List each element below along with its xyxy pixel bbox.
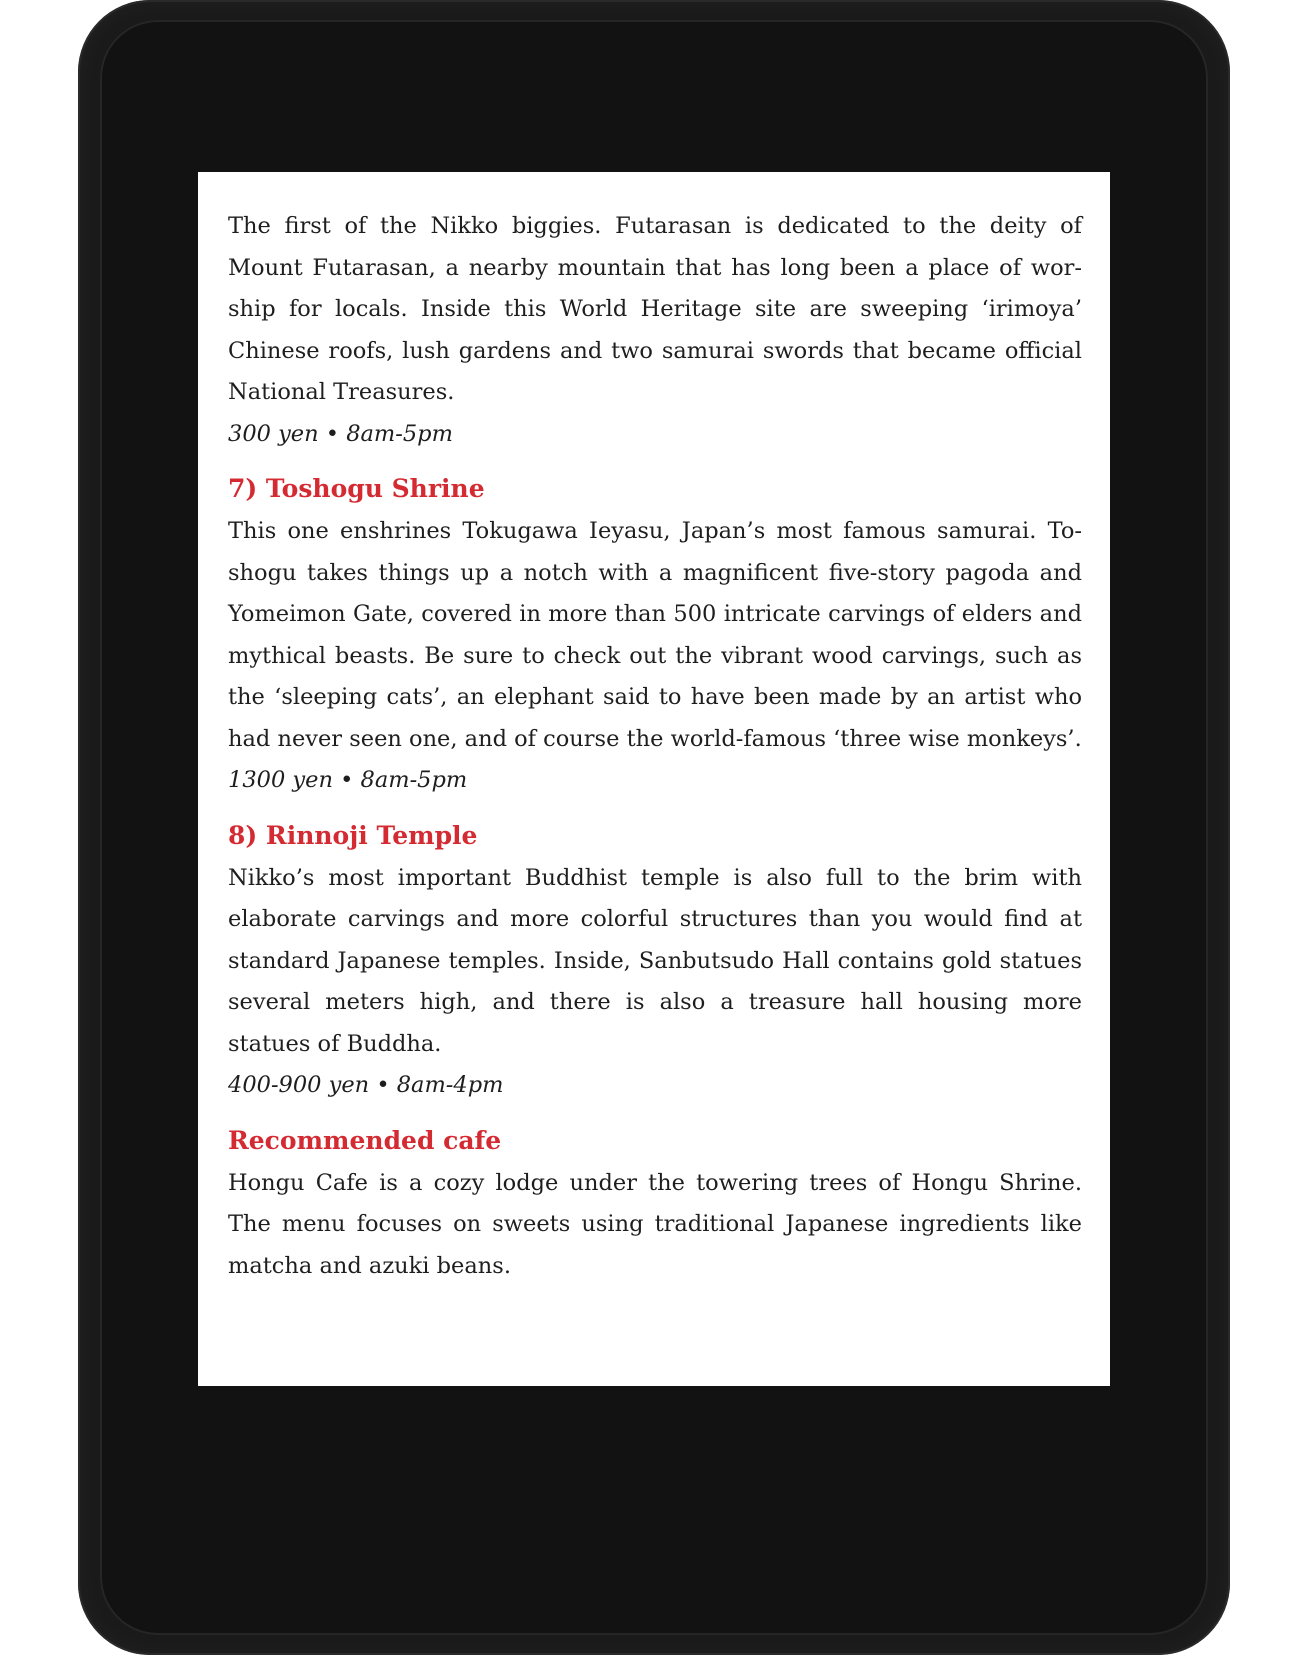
section-paragraph: Nikko’s most important Buddhist temple is also full to the brim with elaborate carvings and more colorful structures than you would find at standard Japanese temples. Inside, Sanbutsudo Hall contains gold statues several meters high, and there is also a treasure hall housing more statues of Buddha. <box>228 864 1082 1057</box>
section-heading: 7) Toshogu Shrine <box>228 474 485 503</box>
ereader-screen[interactable] <box>198 172 1110 1386</box>
section-toshogu-shrine <box>228 469 1082 802</box>
section-heading: Recommended cafe <box>228 1125 502 1155</box>
section-price-hours: 1300 yen • 8am-5pm <box>228 767 468 793</box>
section-recommended-cafe <box>228 1121 1082 1288</box>
intro-section <box>228 206 1082 455</box>
intro-price-hours: 300 yen • 8am-5pm <box>228 420 453 447</box>
section-heading: 8) Rinnoji Temple <box>228 820 478 850</box>
intro-paragraph: The first of the Nikko biggies. Futarasan is dedicated to the deity of Mount Futarasan, a nearby mountain that has long been a place of worship for locals. Inside this World Heritage site are sweeping ‘irimoya’ Chinese roofs, lush gardens and two samurai swords that became official National Treasures. <box>228 213 1082 405</box>
section-paragraph: This one enshrines Tokugawa Ieyasu, Japan’s most famous samurai. Toshogu takes things up a notch with a magnificent five-story pagoda and Yomeimon Gate, covered in more than 500 intricate carvings of elders and mythical beasts. Be sure to check out the vibrant wood carvings, such as the ‘sleeping cats’, an elephant said to have been made by an artist who had never seen one, and of course the world-famous ‘three wise monkeys’. <box>228 518 1082 752</box>
section-paragraph: Hongu Cafe is a cozy lodge under the towering trees of Hongu Shrine. The menu focuses on sweets using traditional Japanese ingredients like matcha and azuki beans. <box>228 1169 1082 1279</box>
section-rinnoji-temple <box>228 816 1082 1107</box>
section-price-hours: 400-900 yen • 8am-4pm <box>228 1072 504 1098</box>
